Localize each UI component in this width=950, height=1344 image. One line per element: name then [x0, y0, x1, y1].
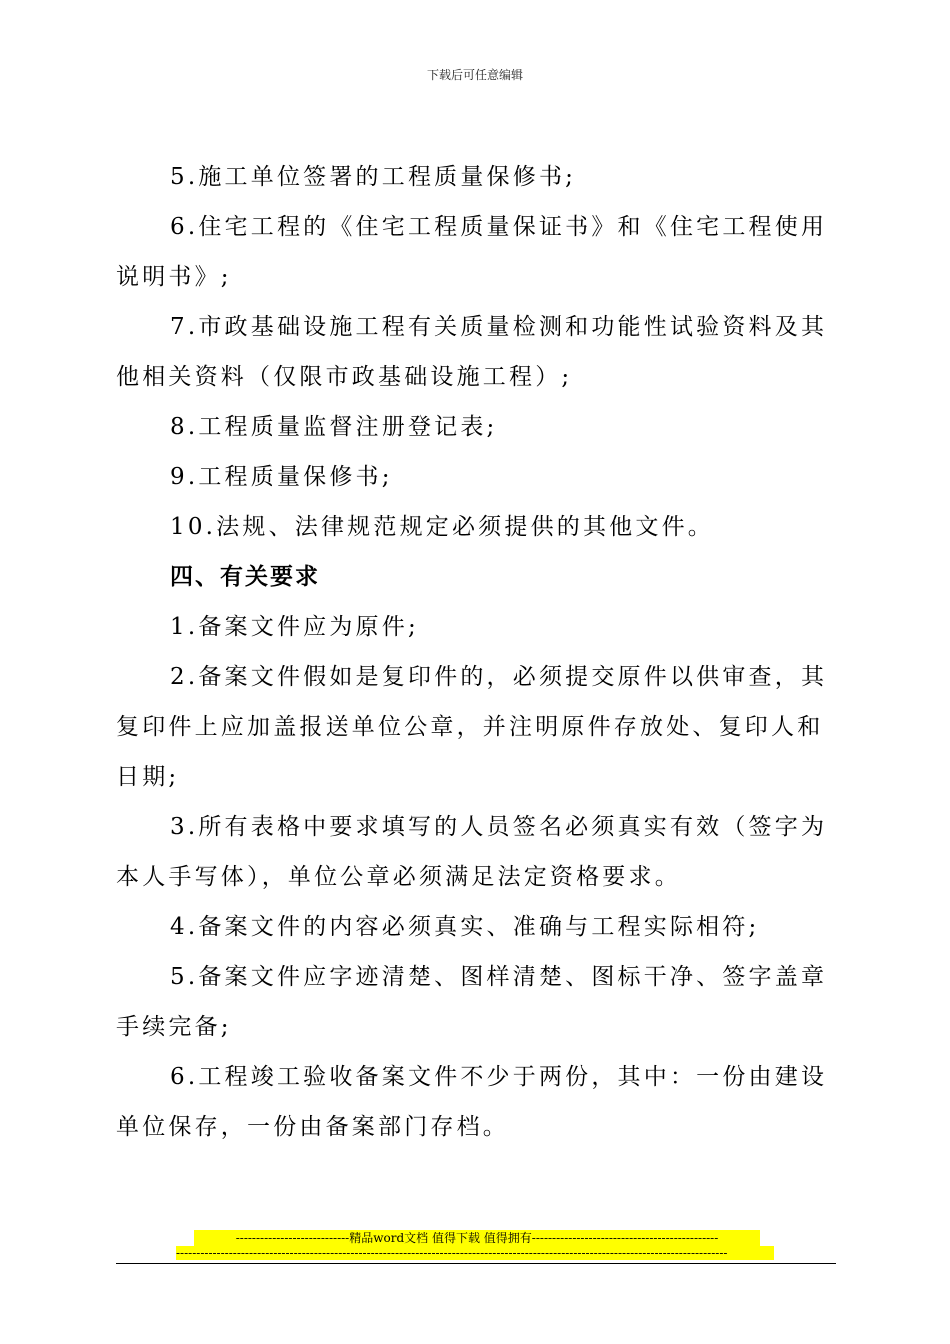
list-item: 6.住宅工程的《住宅工程质量保证书》和《住宅工程使用说明书》;: [116, 214, 828, 290]
footer-rule: [116, 1263, 836, 1264]
list-item: 4.备案文件的内容必须真实、准确与工程实际相符;: [170, 914, 760, 940]
footer-dash-line: ----------------------------------------------------------------------------------------------------------------------------------------: [176, 1246, 774, 1260]
list-item: 10.法规、法律规范规定必须提供的其他文件。: [170, 514, 714, 540]
list-item: 6.工程竣工验收备案文件不少于两份，其中：一份由建设单位保存，一份由备案部门存档。: [116, 1064, 828, 1140]
list-item: 2.备案文件假如是复印件的，必须提交原件以供审查，其复印件上应加盖报送单位公章，并注明原件存放处、复印人和日期;: [116, 664, 828, 790]
list-item: 7.市政基础设施工程有关质量检测和功能性试验资料及其他相关资料（仅限市政基础设施工程）;: [116, 314, 828, 390]
document-body: [116, 152, 836, 1152]
list-item: 3.所有表格中要求填写的人员签名必须真实有效（签字为本人手写体），单位公章必须满足法定资格要求。: [116, 814, 828, 890]
list-item: 5.施工单位签署的工程质量保修书;: [170, 164, 577, 190]
footer-text-line: ----------------------------精品word文档 值得下载 值得拥有----------------------------------------------: [194, 1230, 760, 1246]
section-heading: 四、有关要求: [170, 564, 320, 590]
page-header: 下载后可任意编辑: [426, 68, 523, 82]
list-item: 1.备案文件应为原件;: [170, 614, 419, 640]
list-item: 8.工程质量监督注册登记表;: [170, 414, 498, 440]
list-item: 9.工程质量保修书;: [170, 464, 393, 490]
list-item: 5.备案文件应字迹清楚、图样清楚、图标干净、签字盖章手续完备;: [116, 964, 828, 1040]
